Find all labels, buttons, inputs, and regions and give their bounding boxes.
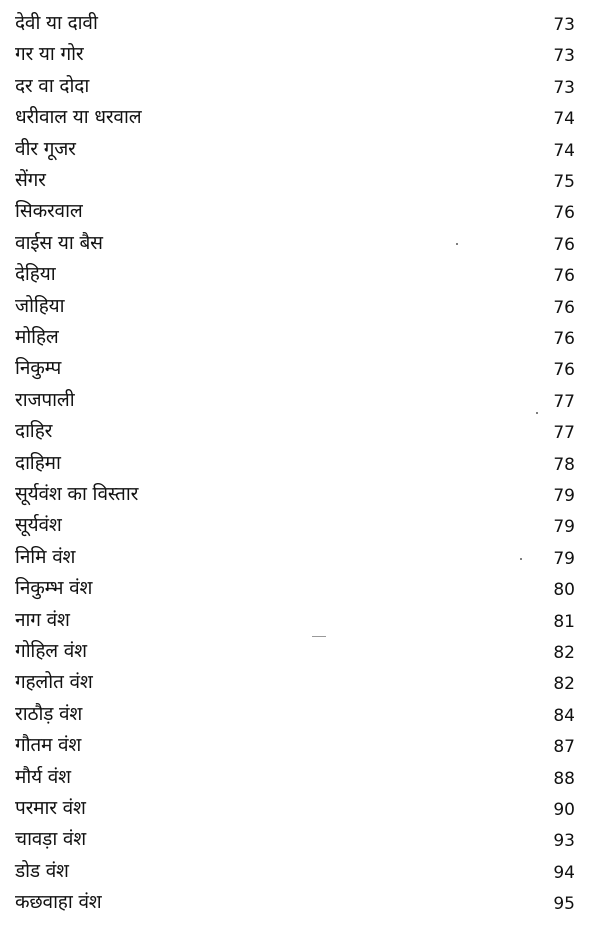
toc-entry-title: राजपाली [15, 388, 75, 411]
toc-entry-page-number: 94 [553, 862, 575, 883]
toc-entry-title: दाहिमा [15, 451, 61, 474]
toc-entry [0, 764, 600, 796]
toc-entry-title: मोहिल [15, 326, 59, 348]
toc-entry-title: निमि वंश [15, 545, 76, 568]
toc-entry [0, 355, 600, 387]
toc-entry-title: मौर्य वंश [15, 765, 71, 788]
toc-entry-page-number: 76 [553, 329, 575, 349]
toc-entry [0, 10, 600, 42]
toc-entry-title: सूर्यवंश [15, 514, 62, 537]
toc-entry-title: दर वा दोदा [15, 74, 90, 97]
toc-entry-title: वाईस या बैस [15, 231, 103, 254]
toc-entry-page-number: 78 [553, 454, 575, 475]
toc-entry [0, 324, 600, 356]
toc-entry-title: देहिया [15, 263, 56, 286]
toc-entry [0, 889, 600, 921]
toc-entry-page-number: 88 [553, 768, 575, 789]
toc-entry-title: गोहिल वंश [15, 640, 87, 662]
toc-entry-page-number: 74 [553, 109, 575, 130]
scan-speck [520, 558, 522, 560]
toc-entry [0, 104, 600, 136]
toc-entry [0, 481, 600, 513]
toc-entry-title: कछवाहा वंश [15, 891, 102, 914]
toc-entry [0, 701, 600, 733]
toc-entry [0, 512, 600, 544]
toc-entry-page-number: 76 [553, 297, 575, 318]
toc-entry-page-number: 76 [553, 203, 575, 224]
toc-entry [0, 293, 600, 325]
toc-entry [0, 795, 600, 827]
toc-entry-title: सूर्यवंश का विस्तार [15, 483, 139, 505]
toc-entry [0, 261, 600, 293]
toc-entry-title: वीर गूजर [15, 137, 76, 160]
scan-speck [312, 636, 326, 637]
toc-entry-page-number: 73 [553, 46, 575, 67]
toc-entry-page-number: 77 [553, 391, 575, 412]
toc-entry-page-number: 76 [553, 266, 575, 287]
toc-entry-page-number: 79 [553, 548, 575, 569]
toc-entry-page-number: 80 [553, 580, 575, 601]
scan-speck [456, 243, 458, 245]
toc-entry-title: गहलोत वंश [15, 671, 93, 694]
toc-entry-page-number: 90 [553, 800, 575, 820]
toc-entry-page-number: 84 [553, 705, 575, 726]
toc-entry-page-number: 73 [553, 77, 575, 98]
toc-entry-title: नाग वंश [15, 608, 70, 631]
toc-entry [0, 198, 600, 230]
toc-entry-title: डोड वंश [15, 859, 69, 882]
toc-entry-page-number: 93 [553, 831, 575, 852]
toc-entry [0, 575, 600, 607]
toc-entry-title: सेंगर [15, 169, 46, 191]
toc-entry-page-number: 95 [553, 894, 575, 915]
toc-entry-title: जोहिया [15, 294, 65, 317]
toc-entry-title: गौतम वंश [15, 734, 82, 757]
toc-entry-page-number: 76 [553, 234, 575, 255]
toc-entry [0, 607, 600, 639]
toc-entry-page-number: 75 [553, 172, 575, 192]
toc-entry-title: गर या गोर [15, 43, 84, 66]
toc-entry-page-number: 87 [553, 737, 575, 758]
toc-entry [0, 638, 600, 670]
toc-entry-page-number: 74 [553, 140, 575, 161]
toc-entry-page-number: 79 [553, 517, 575, 538]
toc-entry [0, 826, 600, 858]
toc-entry-title: निकुम्भ वंश [15, 577, 93, 600]
toc-entry [0, 732, 600, 764]
toc-entry-title: दाहिर [15, 420, 53, 443]
scan-speck [536, 412, 538, 414]
toc-entry-page-number: 73 [553, 15, 575, 35]
toc-entry [0, 136, 600, 168]
toc-entry [0, 544, 600, 576]
toc-entry-title: सिकरवाल [15, 200, 83, 223]
toc-entry [0, 167, 600, 199]
toc-entry-page-number: 81 [553, 611, 575, 632]
toc-entry [0, 418, 600, 450]
toc-entry-page-number: 82 [553, 674, 575, 695]
toc-entry [0, 41, 600, 73]
toc-entry-page-number: 76 [553, 360, 575, 381]
toc-entry-page-number: 77 [553, 423, 575, 444]
toc-entry-title: चावड़ा वंश [15, 828, 86, 851]
toc-entry [0, 450, 600, 482]
toc-entry [0, 858, 600, 890]
toc-entry-page-number: 79 [553, 486, 575, 506]
toc-entry [0, 73, 600, 105]
toc-entry-title: देवी या दावी [15, 12, 98, 34]
toc-entry-title: निकुम्प [15, 357, 62, 380]
toc-entry [0, 387, 600, 419]
toc-entry [0, 230, 600, 262]
toc-entry-page-number: 82 [553, 643, 575, 663]
toc-entry-title: परमार वंश [15, 797, 86, 819]
toc-entry-title: राठौड़ वंश [15, 702, 83, 725]
toc-entry [0, 669, 600, 701]
toc-entry-title: धरीवाल या धरवाल [15, 106, 142, 129]
